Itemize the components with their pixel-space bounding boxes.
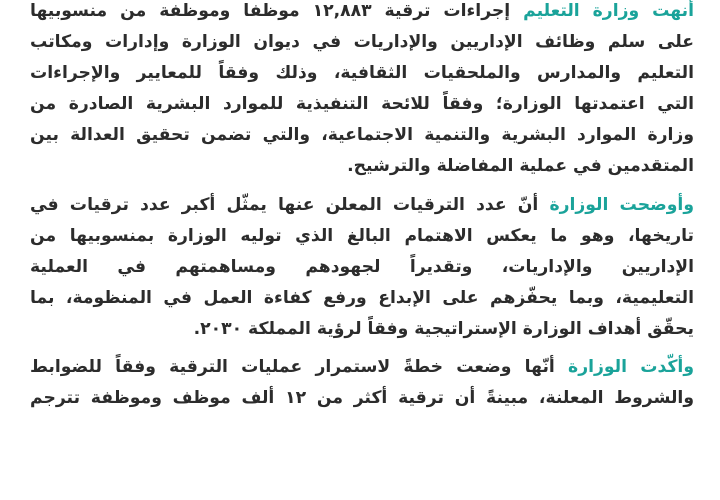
text-line: يحقّق أهداف الوزارة الإستراتيجية وفقاً لرؤية المملكة ٢٠٣٠. xyxy=(193,319,694,339)
line-text: إجراءات ترقية ١٢,٨٨٣ موظفا وموظفة من منسوبيها xyxy=(30,1,511,21)
text-line: الإداريين والإداريات، وتقديراً لجهودهم ومساهمتهم في العملية xyxy=(30,257,694,277)
text-line: التي اعتمدتها الوزارة؛ وفقاً للائحة التنفيذية للموارد البشرية الصادرة من xyxy=(30,94,694,114)
paragraph-3 xyxy=(30,352,694,414)
lead-phrase: وأكّدت الوزارة xyxy=(568,357,694,377)
text-line: تاريخها، وهو ما يعكس الاهتمام البالغ الذي توليه الوزارة بمنسوبيها من xyxy=(30,226,694,246)
line-text: أنّ عدد الترقيات المعلن عنها يمثّل أكبر عدد ترقيات في xyxy=(30,195,539,215)
text-line xyxy=(30,190,694,221)
text-line: على سلم وظائف الإداريين والإداريات في ديوان الوزارة وإدارات ومكاتب xyxy=(30,32,694,52)
text-line xyxy=(30,352,694,383)
lead-phrase: أنهت وزارة التعليم xyxy=(523,1,694,21)
paragraph-1 xyxy=(30,0,694,182)
text-line: المتقدمين في عملية المفاضلة والترشيح. xyxy=(347,156,694,176)
line-text: أنّها وضعت خطةً لاستمرار عمليات الترقية وفقاً للضوابط xyxy=(30,357,555,377)
article-body xyxy=(30,0,694,414)
paragraph-gap xyxy=(30,345,694,351)
text-line: والشروط المعلنة، مبينةً أن ترقية أكثر من ١٢ ألف موظف وموظفة تترجم xyxy=(30,388,694,408)
text-line: التعليمية، وبما يحفّزهم على الإبداع ورفع كفاءة العمل في المنظومة، بما xyxy=(30,288,694,308)
text-line xyxy=(30,0,694,27)
text-line: وزارة الموارد البشرية والتنمية الاجتماعية، والتي تضمن تحقيق العدالة بين xyxy=(30,125,694,145)
lead-phrase: وأوضحت الوزارة xyxy=(549,195,694,215)
text-line: التعليم والمدارس والملحقيات الثقافية، وذلك وفقاً للمعايير والإجراءات xyxy=(30,63,694,83)
paragraph-2 xyxy=(30,190,694,345)
paragraph-gap xyxy=(30,182,694,188)
